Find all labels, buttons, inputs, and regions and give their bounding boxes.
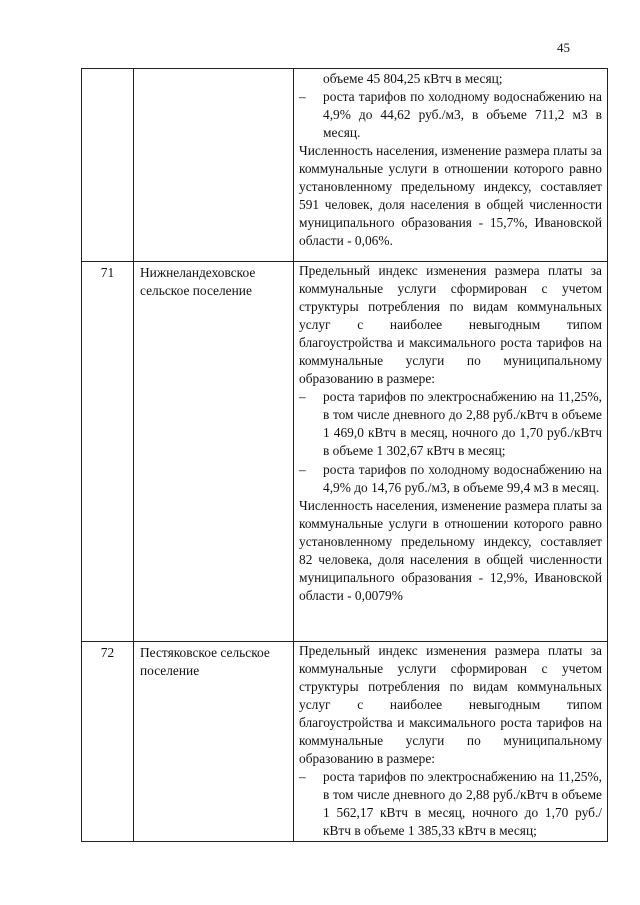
list-item [299, 88, 602, 142]
continued-list-item [299, 70, 602, 88]
list-item-text: роста тарифов по электроснабжению на 11,25%, в том числе дневного до 2,88 руб./кВтч в объеме 1 562,17 кВтч в месяц, ночного до 1,70 руб./кВтч в объеме 1 385,33 кВтч в месяц; [323, 769, 602, 839]
table-row [82, 69, 608, 262]
list-item [299, 461, 602, 497]
settlement-name-cell: Нижнеландеховское сельское поселение [134, 262, 294, 642]
population-paragraph: Численность населения, изменение размера платы за коммунальные услуги в отношении которого равно установленному предельному индексу, составляет 82 человека, доля населения в общей численности муниципального образования - 12,9%, Ивановской области - 0,0079% [299, 497, 602, 603]
tariff-table [81, 68, 608, 842]
dash-bullet-icon: – [299, 389, 306, 405]
description-cell [294, 262, 608, 642]
row-number-cell: 72 [82, 642, 134, 842]
table-row [82, 262, 608, 642]
dash-bullet-icon: – [299, 769, 306, 785]
intro-paragraph: Предельный индекс изменения размера платы за коммунальные услуги сформирован с учетом структуры потребления по видам коммунальных услуг с наиболее невыгодным типом благоустройства и максимального роста тарифов на коммунальные услуги по муниципальному образованию в размере: [299, 643, 602, 767]
page-number: 45 [557, 40, 570, 55]
table-row [82, 642, 608, 842]
list-item [299, 768, 602, 840]
dash-bullet-icon: – [299, 461, 306, 477]
list-indent [299, 70, 323, 88]
row-number-cell [82, 69, 134, 262]
settlement-name-cell: Пестяковское сельское поселение [134, 642, 294, 842]
population-paragraph: Численность населения, изменение размера платы за коммунальные услуги в отношении которого равно установленному предельному индексу, составляет 591 человек, доля населения в общей численности муниципального образования - 15,7%, Ивановской области - 0,06%. [299, 143, 602, 249]
list-item [299, 388, 602, 460]
settlement-name-cell [134, 69, 294, 262]
list-item-text: роста тарифов по холодному водоснабжению на 4,9% до 14,76 руб./м3, в объеме 99,4 м3 в месяц. [323, 461, 602, 495]
row-number-cell: 71 [82, 262, 134, 642]
list-item-text: роста тарифов по холодному водоснабжению на 4,9% до 44,62 руб./м3, в объеме 711,2 м3 в месяц. [323, 89, 602, 141]
description-cell [294, 69, 608, 262]
description-cell [294, 642, 608, 842]
intro-paragraph: Предельный индекс изменения размера платы за коммунальные услуги сформирован с учетом структуры потребления по видам коммунальных услуг с наиболее невыгодным типом благоустройства и максимального роста тарифов на коммунальные услуги по муниципальному образованию в размере: [299, 263, 602, 387]
dash-bullet-icon: – [299, 89, 306, 105]
list-item-text: объеме 45 804,25 кВтч в месяц; [323, 71, 503, 86]
list-item-text: роста тарифов по электроснабжению на 11,25%, в том числе дневного до 2,88 руб./кВтч в объеме 1 469,0 кВтч в месяц, ночного до 1,70 руб./кВтч в объеме 1 302,67 кВтч в месяц; [323, 389, 602, 459]
